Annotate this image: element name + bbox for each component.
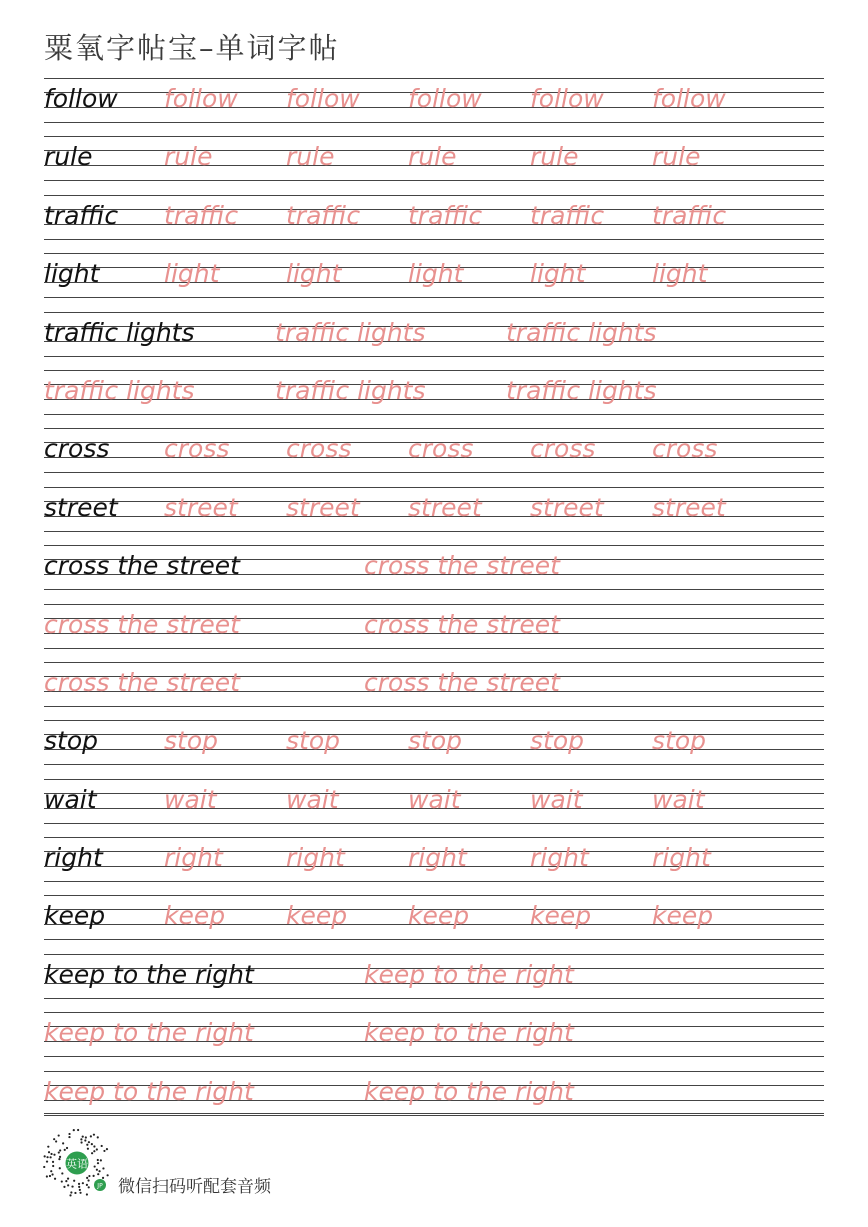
- qr-badge-label: 英语: [66, 1157, 88, 1171]
- trace-word: light: [530, 259, 586, 289]
- qr-dot: [59, 1156, 61, 1158]
- qr-dot: [53, 1138, 55, 1140]
- qr-dot: [61, 1172, 63, 1174]
- ruling-line: [44, 720, 824, 721]
- qr-dot: [93, 1150, 95, 1152]
- trace-word: traffic lights: [44, 375, 195, 405]
- trace-word: traffic: [286, 200, 361, 230]
- trace-word: follow: [408, 84, 482, 113]
- qr-dot: [101, 1145, 103, 1147]
- qr-dot: [73, 1129, 75, 1131]
- practice-row: [44, 720, 824, 778]
- trace-word: traffic: [164, 200, 239, 230]
- qr-dot: [79, 1192, 81, 1194]
- qr-dot: [97, 1162, 99, 1164]
- ruling-line: [44, 604, 824, 605]
- qr-dot: [91, 1152, 93, 1154]
- trace-word: cross: [286, 434, 352, 464]
- trace-word: street: [408, 492, 482, 522]
- qr-dot: [61, 1180, 63, 1182]
- practice-row: [44, 195, 824, 253]
- qr-dot: [87, 1148, 89, 1150]
- ruling-line: [44, 195, 824, 196]
- model-word: traffic: [44, 200, 119, 230]
- trace-word: keep: [530, 901, 592, 931]
- qr-dot: [97, 1159, 99, 1161]
- trace-word: keep to the right: [44, 1076, 254, 1106]
- qr-dot: [68, 1136, 70, 1138]
- trace-word: cross the street: [364, 609, 560, 639]
- qr-dot: [82, 1136, 84, 1138]
- trace-word: street: [652, 492, 726, 522]
- practice-row: [44, 779, 824, 837]
- qr-dot: [55, 1140, 57, 1142]
- trace-word: keep: [286, 901, 348, 931]
- model-word: follow: [44, 84, 118, 113]
- model-word: cross: [44, 434, 110, 464]
- ruling-line: [44, 823, 824, 824]
- trace-word: cross the street: [44, 609, 240, 639]
- trace-word: right: [286, 843, 345, 873]
- qr-dot: [59, 1149, 61, 1151]
- ruling-line: [44, 837, 824, 838]
- trace-word: wait: [408, 784, 461, 814]
- qr-dot: [46, 1160, 48, 1162]
- qr-dot: [90, 1135, 92, 1137]
- trace-word: follow: [286, 84, 360, 113]
- ruling-line: [44, 428, 824, 429]
- trace-word: keep to the right: [364, 1076, 574, 1106]
- ruling-line: [44, 764, 824, 765]
- ruling-line: [44, 939, 824, 940]
- ruling-line: [44, 589, 824, 590]
- trace-word: traffic: [408, 200, 483, 230]
- trace-word: cross the street: [44, 667, 240, 697]
- trace-word: rule: [652, 142, 701, 172]
- qr-dot: [70, 1191, 72, 1193]
- practice-row: [44, 545, 824, 603]
- ruling-line: [44, 1056, 824, 1057]
- qr-dot: [46, 1156, 48, 1158]
- qr-dot: [93, 1134, 95, 1136]
- practice-sheet: [44, 78, 824, 1129]
- qr-small-badge-label: JP: [97, 1182, 103, 1190]
- trace-word: cross: [408, 434, 474, 464]
- qr-dot: [47, 1146, 49, 1148]
- qr-dot: [79, 1189, 81, 1191]
- qr-dot: [46, 1175, 48, 1177]
- model-word: right: [44, 843, 103, 873]
- qr-dot: [80, 1138, 82, 1140]
- qr-dot: [88, 1141, 90, 1143]
- ruling-line: [44, 648, 824, 649]
- qr-dot: [43, 1166, 45, 1168]
- qr-dot: [94, 1165, 96, 1167]
- model-word: traffic lights: [44, 317, 195, 347]
- qr-dot: [68, 1133, 70, 1135]
- qr-dot: [67, 1178, 69, 1180]
- qr-dot: [88, 1186, 90, 1188]
- qr-dot: [78, 1186, 80, 1188]
- bottom-rule-line: [44, 1113, 824, 1114]
- qr-dot: [50, 1156, 52, 1158]
- trace-word: traffic: [530, 200, 605, 230]
- trace-word: stop: [286, 726, 340, 756]
- trace-word: rule: [164, 142, 213, 172]
- ruling-line: [44, 954, 824, 955]
- trace-word: follow: [164, 84, 238, 113]
- qr-dot: [44, 1155, 46, 1157]
- qr-dot: [78, 1183, 80, 1185]
- ruling-line: [44, 78, 824, 79]
- trace-word: cross: [652, 434, 718, 464]
- practice-row: [44, 312, 824, 370]
- qr-dot: [84, 1139, 86, 1141]
- ruling-line: [44, 297, 824, 298]
- ruling-line: [44, 136, 824, 137]
- trace-word: rule: [530, 142, 579, 172]
- practice-row: [44, 604, 824, 662]
- qr-dot: [96, 1148, 98, 1150]
- trace-word: street: [530, 492, 604, 522]
- qr-dot: [71, 1185, 73, 1187]
- model-word: street: [44, 492, 118, 522]
- qr-dot: [82, 1182, 84, 1184]
- qr-dot: [58, 1151, 60, 1153]
- qr-dot: [86, 1193, 88, 1195]
- practice-row: [44, 487, 824, 545]
- qr-dot: [63, 1186, 65, 1188]
- practice-row: [44, 253, 824, 311]
- trace-word: cross: [530, 434, 596, 464]
- practice-row: [44, 78, 824, 136]
- qr-dot: [86, 1177, 88, 1179]
- qr-dot: [97, 1136, 99, 1138]
- trace-word: light: [286, 259, 342, 289]
- trace-word: stop: [652, 726, 706, 756]
- trace-word: wait: [286, 784, 339, 814]
- qr-dot: [106, 1148, 108, 1150]
- model-word: stop: [44, 726, 98, 756]
- ruling-line: [44, 545, 824, 546]
- model-word: light: [44, 259, 100, 289]
- trace-word: right: [164, 843, 223, 873]
- qr-dot: [66, 1147, 68, 1149]
- trace-word: right: [530, 843, 589, 873]
- model-word: keep: [44, 901, 106, 931]
- trace-word: right: [408, 843, 467, 873]
- trace-word: cross the street: [364, 667, 560, 697]
- practice-row: [44, 837, 824, 895]
- trace-word: cross the street: [364, 551, 560, 581]
- qr-dot: [87, 1179, 89, 1181]
- practice-row: [44, 428, 824, 486]
- qr-dot: [52, 1161, 54, 1163]
- page-title: 粟氧字帖宝–单词字帖: [44, 31, 340, 65]
- trace-word: rule: [286, 142, 335, 172]
- trace-word: stop: [164, 726, 218, 756]
- practice-row: [44, 1071, 824, 1129]
- ruling-line: [44, 881, 824, 882]
- trace-word: stop: [408, 726, 462, 756]
- qr-dot: [77, 1129, 79, 1131]
- qr-dot: [50, 1153, 52, 1155]
- ruling-line: [44, 312, 824, 313]
- trace-word: wait: [164, 784, 217, 814]
- qr-dot: [91, 1143, 93, 1145]
- qr-dot: [98, 1170, 100, 1172]
- trace-word: stop: [530, 726, 584, 756]
- ruling-line: [44, 370, 824, 371]
- trace-word: traffic lights: [506, 375, 657, 405]
- trace-word: wait: [530, 784, 583, 814]
- trace-word: traffic lights: [275, 375, 426, 405]
- trace-word: rule: [408, 142, 457, 172]
- trace-word: keep to the right: [364, 1018, 574, 1048]
- ruling-line: [44, 706, 824, 707]
- qr-dot: [102, 1177, 104, 1179]
- qr-dot: [107, 1174, 109, 1176]
- trace-word: street: [164, 492, 238, 522]
- model-word: rule: [44, 142, 93, 172]
- qr-dot: [51, 1173, 53, 1175]
- trace-word: keep: [164, 901, 226, 931]
- qr-dot: [48, 1151, 50, 1153]
- qr-dot: [58, 1158, 60, 1160]
- ruling-line: [44, 895, 824, 896]
- ruling-line: [44, 472, 824, 473]
- model-word: keep to the right: [44, 959, 254, 989]
- practice-row: [44, 954, 824, 1012]
- trace-word: wait: [652, 784, 705, 814]
- qr-dot: [96, 1169, 98, 1171]
- qr-dot: [74, 1192, 76, 1194]
- practice-row: [44, 662, 824, 720]
- qr-dot: [67, 1184, 69, 1186]
- qr-dot: [93, 1175, 95, 1177]
- ruling-line: [44, 239, 824, 240]
- qr-dot: [69, 1194, 71, 1196]
- trace-word: keep: [408, 901, 470, 931]
- qr-dot: [86, 1144, 88, 1146]
- practice-row: [44, 1012, 824, 1070]
- qr-dot: [102, 1167, 104, 1169]
- qr-dot: [103, 1150, 105, 1152]
- qr-dot: [50, 1170, 52, 1172]
- ruling-line: [44, 662, 824, 663]
- trace-word: traffic: [652, 200, 727, 230]
- trace-word: light: [164, 259, 220, 289]
- qr-dot: [80, 1141, 82, 1143]
- trace-word: right: [652, 843, 711, 873]
- ruling-line: [44, 356, 824, 357]
- trace-word: light: [652, 259, 708, 289]
- practice-row: [44, 895, 824, 953]
- qr-dot: [93, 1145, 95, 1147]
- qr-dot: [58, 1134, 60, 1136]
- trace-word: keep to the right: [44, 1018, 254, 1048]
- qr-dot: [88, 1175, 90, 1177]
- qr-dot: [59, 1167, 61, 1169]
- model-word: cross the street: [44, 551, 240, 581]
- footer-caption: 微信扫码听配套音频: [118, 1177, 271, 1197]
- trace-word: street: [286, 492, 360, 522]
- qr-dot: [85, 1136, 87, 1138]
- qr-dot: [97, 1173, 99, 1175]
- ruling-line: [44, 779, 824, 780]
- qr-dot: [86, 1184, 88, 1186]
- qr-code[interactable]: [42, 1128, 112, 1198]
- qr-dot: [53, 1154, 55, 1156]
- qr-dot: [62, 1142, 64, 1144]
- ruling-line: [44, 531, 824, 532]
- ruling-line: [44, 180, 824, 181]
- ruling-line: [44, 122, 824, 123]
- trace-word: keep to the right: [364, 959, 574, 989]
- ruling-line: [44, 998, 824, 999]
- practice-row: [44, 370, 824, 428]
- qr-dot: [52, 1165, 54, 1167]
- ruling-line: [44, 1115, 824, 1116]
- ruling-line: [44, 414, 824, 415]
- trace-word: follow: [652, 84, 726, 113]
- qr-dot: [73, 1180, 75, 1182]
- trace-word: traffic lights: [275, 317, 426, 347]
- qr-dot: [65, 1180, 67, 1182]
- ruling-line: [44, 253, 824, 254]
- trace-word: follow: [530, 84, 604, 113]
- trace-word: keep: [652, 901, 714, 931]
- qr-dot: [49, 1175, 51, 1177]
- ruling-line: [44, 487, 824, 488]
- qr-dot: [54, 1178, 56, 1180]
- practice-row: [44, 136, 824, 194]
- ruling-line: [44, 1012, 824, 1013]
- ruling-line: [44, 1071, 824, 1072]
- model-word: wait: [44, 784, 97, 814]
- qr-dot: [64, 1149, 66, 1151]
- qr-dot: [100, 1159, 102, 1161]
- trace-word: light: [408, 259, 464, 289]
- trace-word: cross: [164, 434, 230, 464]
- trace-word: traffic lights: [506, 317, 657, 347]
